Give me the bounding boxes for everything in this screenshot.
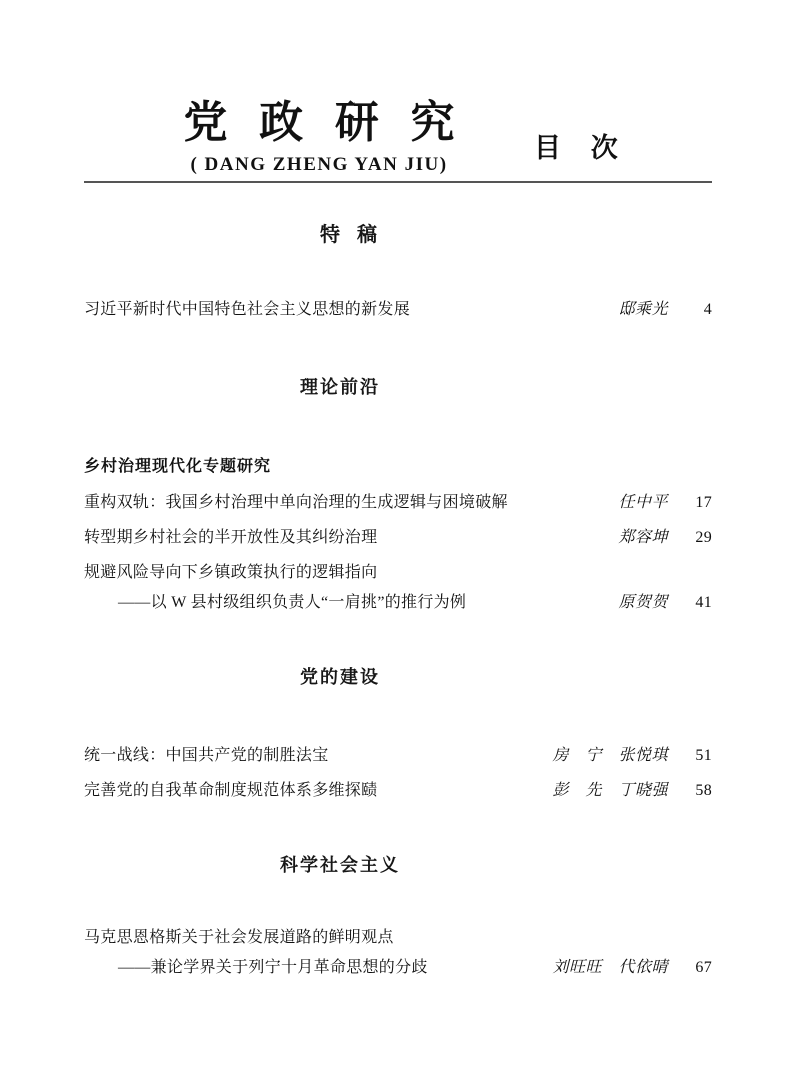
article-page-number: 58 [695,782,712,799]
toc-entry-subtitle-row [84,592,712,614]
article-authors: 邸乘光 [618,301,668,318]
article-authors: 刘旺旺 代依晴 [552,959,668,976]
article-page-number: 29 [695,529,712,546]
article-page-number: 51 [695,747,712,764]
article-title: 习近平新时代中国特色社会主义思想的新发展 [84,301,411,318]
toc-entry-row [84,562,712,584]
article-authors: 郑容坤 [618,529,668,546]
toc-entry-row [84,527,712,549]
toc-entry-row [84,780,712,802]
article-page-number: 4 [703,301,712,318]
article-authors: 彭 先 丁晓强 [552,782,668,799]
toc-entry-subtitle-row [84,957,712,979]
section-heading-scientific-socialism: 科学社会主义 [280,855,400,875]
masthead [84,0,712,181]
article-title: 转型期乡村社会的半开放性及其纠纷治理 [84,529,378,546]
header-rule [84,181,712,183]
topic-subheading-rural-governance: 乡村治理现代化专题研究 [84,458,272,475]
section-heading-party-building: 党的建设 [300,667,380,687]
article-page-number: 17 [695,494,712,511]
article-title: 规避风险导向下乡镇政策执行的逻辑指向 [84,564,378,581]
article-title: 重构双轨：我国乡村治理中单向治理的生成逻辑与困境破解 [84,494,508,511]
toc-label: 目次 [534,133,648,163]
toc-entry-row [84,745,712,767]
article-page-number: 67 [695,959,712,976]
article-page-number: 41 [695,594,712,611]
article-authors: 任中平 [618,494,668,511]
article-authors: 房 宁 张悦琪 [552,747,668,764]
article-title: 马克思恩格斯关于社会发展道路的鲜明观点 [84,929,394,946]
toc-entry-row [84,492,712,514]
journal-subtitle: ( DANG ZHENG YAN JIU) [190,153,448,175]
article-subtitle: ——以 W 县村级组织负责人“一肩挑”的推行为例 [118,594,467,611]
journal-title: 党政研究 [183,98,487,147]
toc-entry-row [84,299,712,321]
article-authors: 原贺贺 [618,594,668,611]
toc-entry-row [84,927,712,949]
section-heading-theory-frontier: 理论前沿 [300,377,380,397]
section-heading-special-contribution: 特稿 [320,224,394,246]
article-title: 完善党的自我革命制度规范体系多维探赜 [84,782,378,799]
article-subtitle: ——兼论学界关于列宁十月革命思想的分歧 [118,959,428,976]
article-title: 统一战线：中国共产党的制胜法宝 [84,747,329,764]
